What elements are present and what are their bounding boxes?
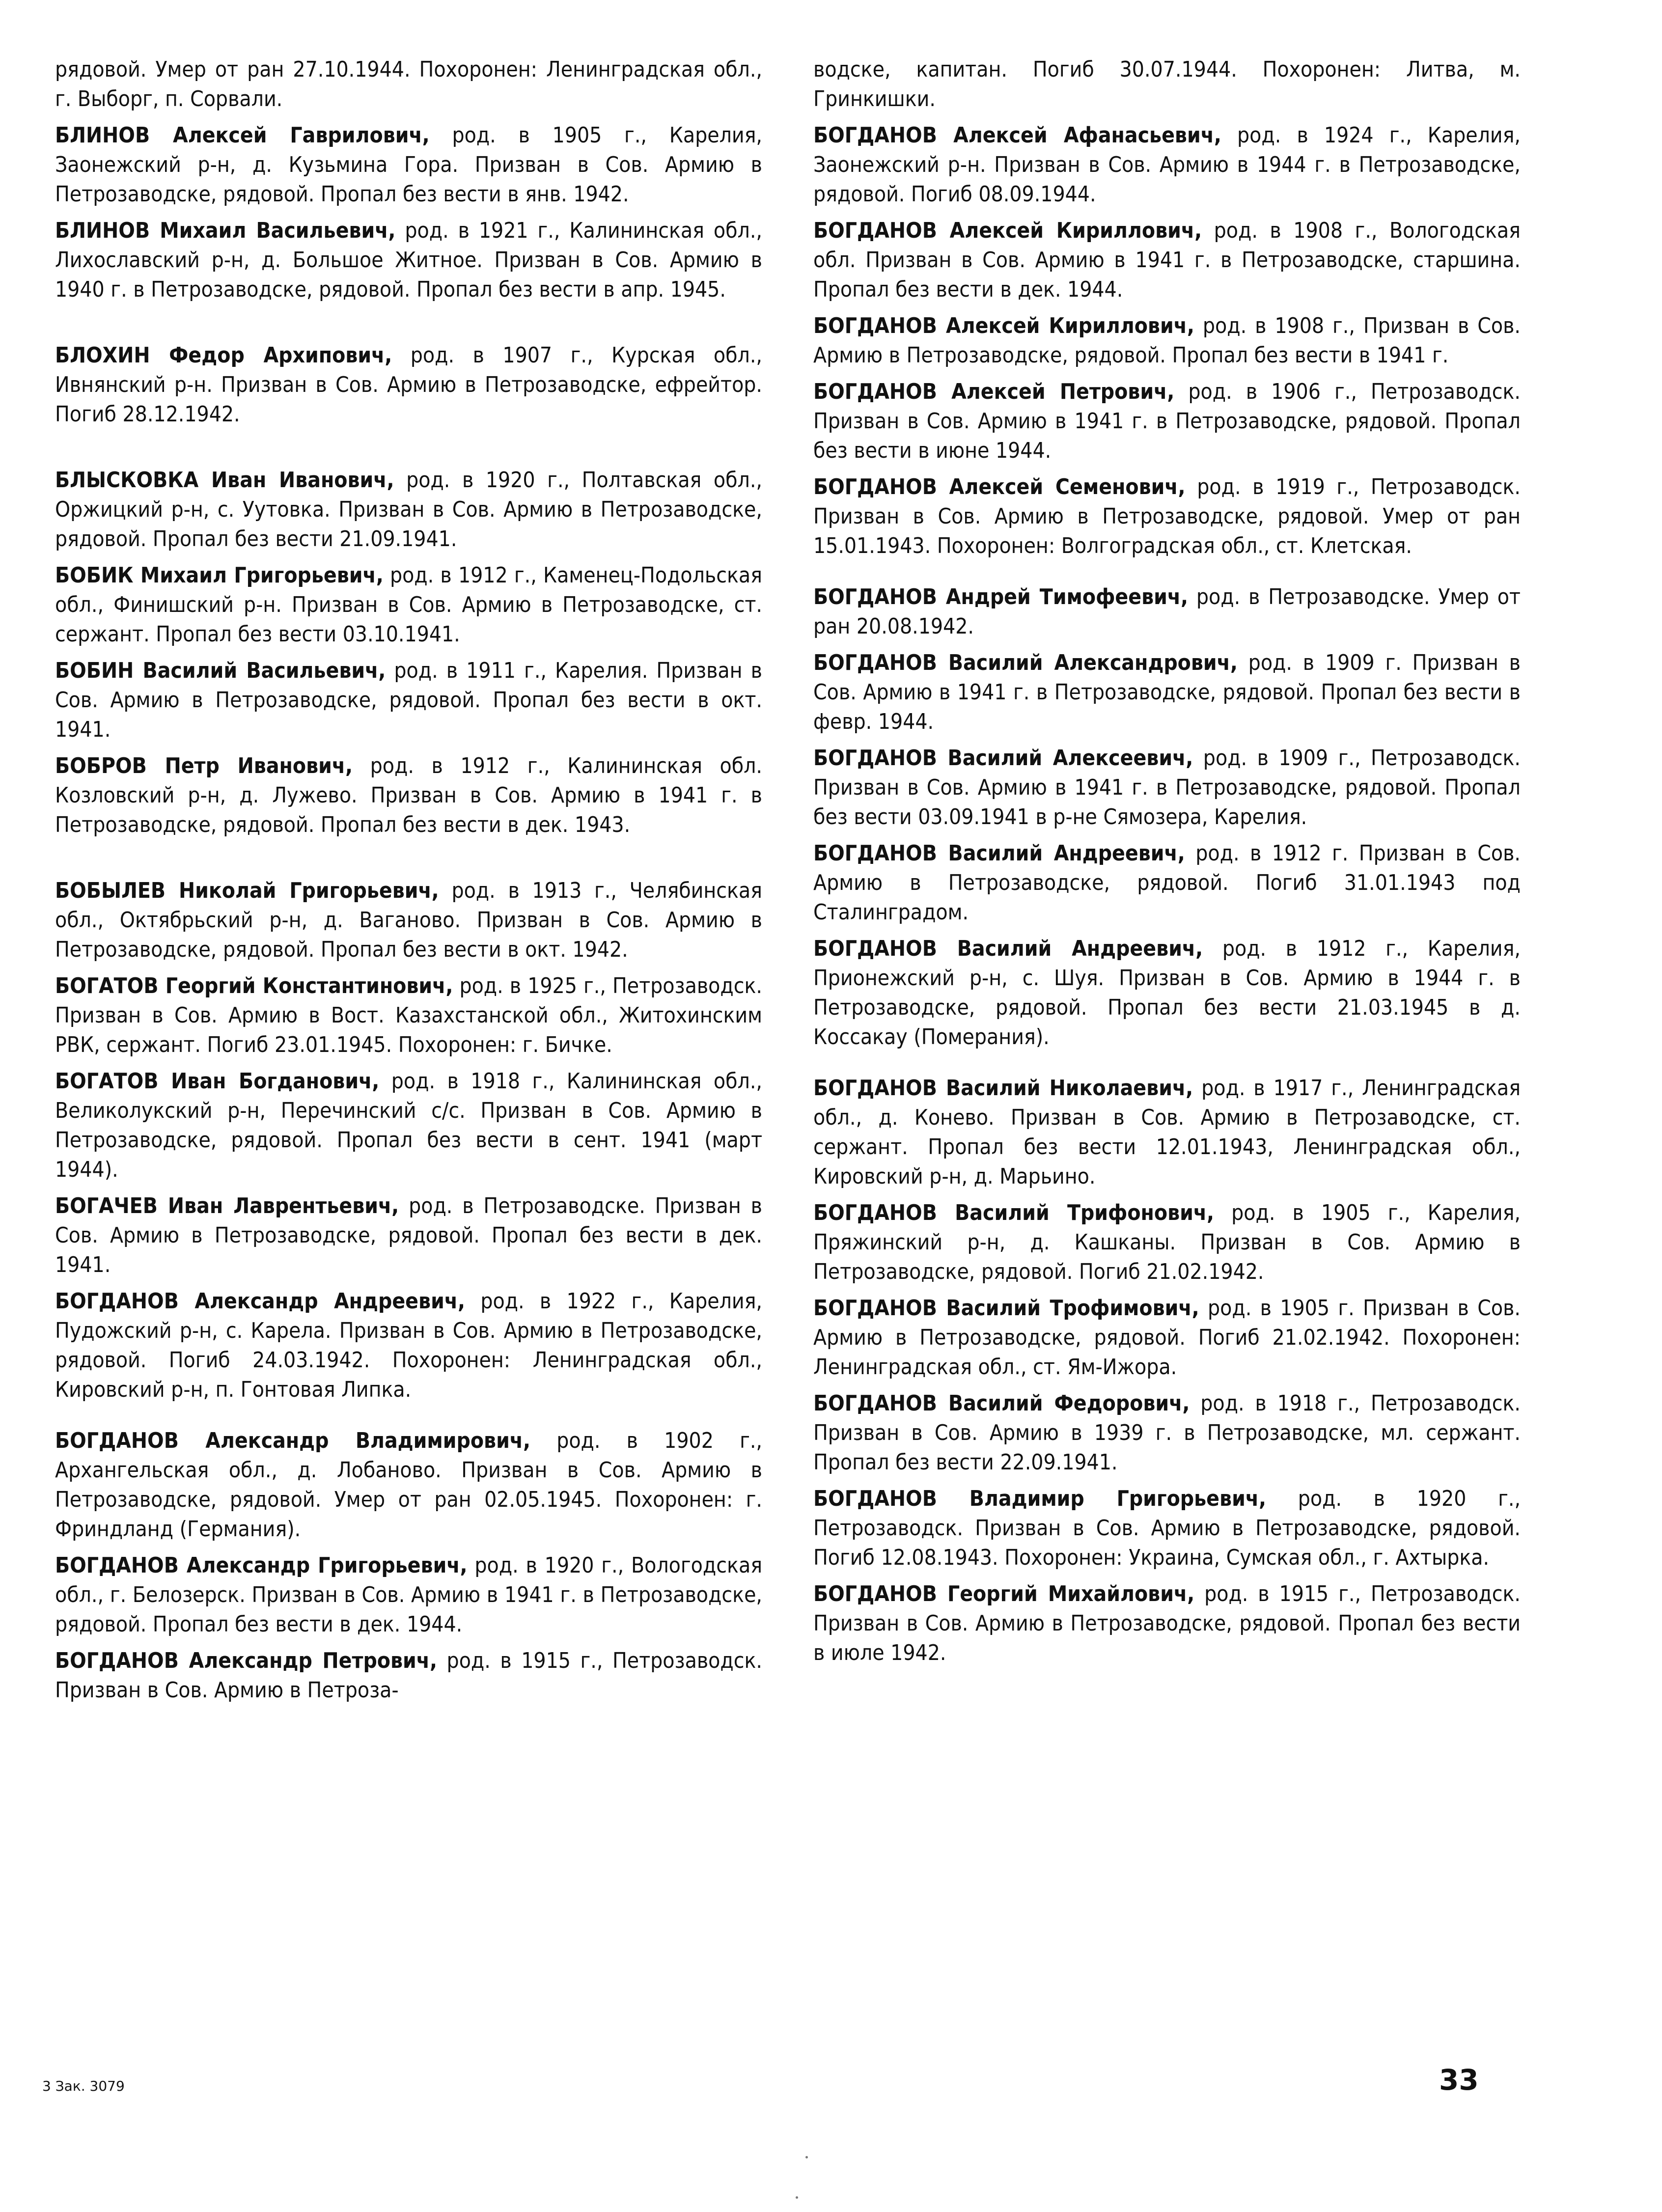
list-entry <box>813 1484 1521 1573</box>
entry-name: БОБИН Василий Васильевич, <box>55 658 386 683</box>
entry-name: БОГДАНОВ Алексей Афанасьевич, <box>813 123 1221 148</box>
left-column <box>55 55 762 1705</box>
entry-text: род. в 1912 г., Карелия, Прионежский р-н, с. Шуя. Призван в Сов. Армию в 1944 г. в Петрозаводске, рядовой. Пропал без вести 21.03.1945 в д. Коссакау (Померания). <box>813 936 1521 1050</box>
entry-text: рядовой. Умер от ран 27.10.1944. Похоронен: Ленинградская обл., г. Выборг, п. Сорвали. <box>55 57 762 111</box>
list-entry <box>813 472 1521 561</box>
entry-text: род. в Петрозаводске. Призван в Сов. Армию в Петрозаводске, рядовой. Пропал без вести в дек. 1941. <box>55 1193 762 1277</box>
page-number: 33 <box>1439 2063 1479 2097</box>
entry-name: БОГДАНОВ Василий Андреевич, <box>813 936 1203 961</box>
entry-text: род. в 1905 г., Карелия, Пряжинский р-н, д. Кашканы. Призван в Сов. Армию в Петрозаводске, рядовой. Погиб 21.02.1942. <box>813 1200 1521 1284</box>
entry-text: род. в 1915 г., Петрозаводск. Призван в Сов. Армию в Петрозаводске, рядовой. Пропал без вести в июле 1942. <box>813 1581 1521 1665</box>
list-entry <box>55 466 762 554</box>
list-entry <box>55 1067 762 1185</box>
list-entry <box>55 1191 762 1280</box>
entry-name: БОГАТОВ Георгий Константинович, <box>55 973 453 998</box>
list-entry <box>813 311 1521 370</box>
list-entry <box>813 1198 1521 1287</box>
entry-name: БЛИНОВ Алексей Гаврилович, <box>55 123 430 148</box>
list-entry <box>55 121 762 209</box>
list-entry <box>55 216 762 304</box>
entry-name: БОБЫЛЕВ Николай Григорьевич, <box>55 878 439 903</box>
entry-text: род. в 1918 г., Петрозаводск. Призван в Сов. Армию в 1939 г. в Петрозаводске, мл. сержант. Пропал без вести 22.09.1941. <box>813 1391 1521 1475</box>
print-speck <box>796 2196 798 2199</box>
entry-text: род. в 1918 г., Калининская обл., Великолукский р-н, Перечинский с/с. Призван в Сов. Армию в Петрозаводске, рядовой. Пропал без вести в сент. 1941 (март 1944). <box>55 1069 762 1182</box>
entry-text: род. в 1913 г., Челябинская обл., Октябрьский р-н, д. Ваганово. Призван в Сов. Армию в Петрозаводске, рядовой. Пропал без вести в окт. 1942. <box>55 878 762 962</box>
entry-text: род. в 1925 г., Петрозаводск. Призван в Сов. Армию в Вост. Казахстанской обл., Житохинским РВК, сержант. Погиб 23.01.1945. Похоронен: г. Бичке. <box>55 973 762 1057</box>
entry-text: род. в 1909 г., Петрозаводск. Призван в Сов. Армию в 1941 г. в Петрозаводске, рядовой. Пропал без вести 03.09.1941 в р-не Сямозера, Карелия. <box>813 746 1521 830</box>
list-entry <box>55 1646 762 1705</box>
entry-name: БОГДАНОВ Василий Трофимович, <box>813 1296 1199 1321</box>
entry-name: БОГДАНОВ Алексей Семенович, <box>813 474 1186 499</box>
entry-name: БОГДАНОВ Василий Александрович, <box>813 650 1238 675</box>
entry-name: БОБИК Михаил Григорьевич, <box>55 563 384 588</box>
entry-text: род. в 1912 г., Калининская обл. Козловский р-н, д. Лужево. Призван в Сов. Армию в 1941 г. в Петрозаводске, рядовой. Пропал без вести в дек. 1943. <box>55 753 762 837</box>
entry-name: БОГДАНОВ Василий Трифонович, <box>813 1200 1215 1225</box>
list-entry <box>55 55 762 114</box>
entry-text: род. в 1905 г. Призван в Сов. Армию в Петрозаводске, рядовой. Погиб 21.02.1942. Похоронен: Ленинградская обл., ст. Ям-Ижора. <box>813 1296 1521 1380</box>
list-entry <box>813 216 1521 304</box>
entry-name: БОГДАНОВ Владимир Григорьевич, <box>813 1486 1267 1511</box>
entry-text: водске, капитан. Погиб 30.07.1944. Похоронен: Литва, м. Гринкишки. <box>813 57 1521 111</box>
entry-text: род. в 1915 г., Петрозаводск. Призван в Сов. Армию в Петроза- <box>55 1648 762 1703</box>
entry-name: БОГДАНОВ Алексей Кириллович, <box>813 313 1194 338</box>
list-entry <box>55 1426 762 1544</box>
entry-text: род. в 1912 г. Призван в Сов. Армию в Петрозаводске, рядовой. Погиб 31.01.1943 под Сталинградом. <box>813 841 1521 925</box>
entry-text: род. в 1908 г., Вологодская обл. Призван в Сов. Армию в 1941 г. в Петрозаводске, старшина. Пропал без вести в дек. 1944. <box>813 218 1521 302</box>
entry-name: БОБРОВ Петр Иванович, <box>55 753 353 778</box>
list-entry <box>813 582 1521 641</box>
entry-name: БОГДАНОВ Василий Николаевич, <box>813 1076 1193 1101</box>
entry-name: БЛОХИН Федор Архипович, <box>55 343 392 368</box>
entry-name: БОГДАНОВ Алексей Кириллович, <box>813 218 1202 243</box>
entry-text: род. в 1905 г., Карелия, Заонежский р-н, д. Кузьмина Гора. Призван в Сов. Армию в Петрозаводске, рядовой. Пропал без вести в янв. 1942. <box>55 123 762 207</box>
entry-text: род. в 1920 г., Полтавская обл., Оржицкий р-н, с. Уутовка. Призван в Сов. Армию в Петрозаводске, рядовой. Пропал без вести 21.09.1941. <box>55 468 762 552</box>
entry-name: БОГДАНОВ Василий Федорович, <box>813 1391 1190 1416</box>
list-entry <box>55 876 762 965</box>
print-code: 3 Зак. 3079 <box>42 2078 125 2094</box>
entry-name: БОГДАНОВ Александр Петрович, <box>55 1648 438 1673</box>
list-entry <box>813 1389 1521 1477</box>
entry-text: род. в 1920 г., Вологодская обл., г. Белозерск. Призван в Сов. Армию в 1941 г. в Петрозаводске, рядовой. Пропал без вести в дек. 1944. <box>55 1553 762 1637</box>
entry-name: БЛИНОВ Михаил Васильевич, <box>55 218 396 243</box>
list-entry <box>55 561 762 649</box>
list-entry <box>55 341 762 429</box>
entry-text: род. в 1908 г., Призван в Сов. Армию в Петрозаводске, рядовой. Пропал без вести в 1941 г. <box>813 313 1521 368</box>
entry-text: род. в 1907 г., Курская обл., Ивнянский р-н. Призван в Сов. Армию в Петрозаводске, ефрейтор. Погиб 28.12.1942. <box>55 343 762 427</box>
list-entry <box>813 648 1521 737</box>
entry-text: род. в 1902 г., Архангельская обл., д. Лобаново. Призван в Сов. Армию в Петрозаводске, рядовой. Умер от ран 02.05.1945. Похоронен: г. Фриндланд (Германия). <box>55 1428 763 1542</box>
entry-text: род. в 1920 г., Петрозаводск. Призван в Сов. Армию в Петрозаводске, рядовой. Погиб 12.08.1943. Похоронен: Украина, Сумская обл., г. Ахтырка. <box>813 1486 1521 1570</box>
list-entry <box>813 55 1521 114</box>
entry-text: род. в 1919 г., Петрозаводск. Призван в Сов. Армию в Петрозаводске, рядовой. Умер от ран 15.01.1943. Похоронен: Волгоградская обл., ст. Клетская. <box>813 474 1521 558</box>
list-entry <box>813 1579 1521 1668</box>
list-entry <box>55 1287 762 1405</box>
entry-text: род. в 1912 г., Каменец-Подольская обл., Финишский р-н. Призван в Сов. Армию в Петрозаводске, ст. сержант. Пропал без вести 03.10.1941. <box>55 563 762 647</box>
list-entry <box>55 751 762 840</box>
entry-text: род. в 1924 г., Карелия, Заонежский р-н. Призван в Сов. Армию в 1944 г. в Петрозаводске, рядовой. Погиб 08.09.1944. <box>813 123 1521 207</box>
right-column <box>813 55 1521 1668</box>
entry-text: род. в 1922 г., Карелия, Пудожский р-н, с. Карела. Призван в Сов. Армию в Петрозаводске, рядовой. Погиб 24.03.1942. Похоронен: Ленинградская обл., Кировский р-н, п. Гонтовая Липка. <box>55 1289 763 1402</box>
entry-name: БОГДАНОВ Василий Алексеевич, <box>813 746 1193 771</box>
entry-name: БОГДАНОВ Георгий Михайлович, <box>813 1581 1195 1606</box>
entry-text: род. в Петрозаводске. Умер от ран 20.08.1942. <box>813 584 1521 639</box>
entry-name: БОГДАНОВ Александр Григорьевич, <box>55 1553 468 1578</box>
print-speck <box>805 2156 808 2158</box>
list-entry <box>813 934 1521 1052</box>
list-entry <box>55 971 762 1060</box>
entry-name: БОГАТОВ Иван Богданович, <box>55 1069 380 1094</box>
list-entry <box>813 1074 1521 1191</box>
entry-name: БЛЫСКОВКА Иван Иванович, <box>55 468 394 493</box>
entry-text: род. в 1917 г., Ленинградская обл., д. Конево. Призван в Сов. Армию в Петрозаводске, ст. сержант. Пропал без вести 12.01.1943, Ленинградская обл., Кировский р-н, д. Марьино. <box>813 1076 1521 1189</box>
entry-text: род. в 1911 г., Карелия. Призван в Сов. Армию в Петрозаводске, рядовой. Пропал без вести в окт. 1941. <box>55 658 762 742</box>
list-entry <box>813 1294 1521 1382</box>
entry-name: БОГДАНОВ Александр Владимирович, <box>55 1428 531 1453</box>
entry-name: БОГДАНОВ Андрей Тимофеевич, <box>813 584 1189 609</box>
list-entry <box>813 121 1521 209</box>
entry-name: БОГАЧЕВ Иван Лаврентьевич, <box>55 1193 399 1218</box>
entry-text: род. в 1909 г. Призван в Сов. Армию в 1941 г. в Петрозаводске, рядовой. Пропал без вести в февр. 1944. <box>813 650 1521 734</box>
list-entry <box>55 1551 762 1639</box>
entry-text: род. в 1906 г., Петрозаводск. Призван в Сов. Армию в 1941 г. в Петрозаводске, рядовой. Пропал без вести в июне 1944. <box>813 379 1521 463</box>
entry-name: БОГДАНОВ Василий Андреевич, <box>813 841 1185 866</box>
entry-name: БОГДАНОВ Александр Андреевич, <box>55 1289 466 1314</box>
list-entry <box>813 744 1521 832</box>
entry-text: род. в 1921 г., Калининская обл., Лихославский р-н, д. Большое Житное. Призван в Сов. Армию в 1940 г. в Петрозаводске, рядовой. Пропал без вести в апр. 1945. <box>55 218 762 302</box>
list-entry <box>55 656 762 745</box>
list-entry <box>813 377 1521 466</box>
entry-name: БОГДАНОВ Алексей Петрович, <box>813 379 1175 404</box>
list-entry <box>813 839 1521 927</box>
